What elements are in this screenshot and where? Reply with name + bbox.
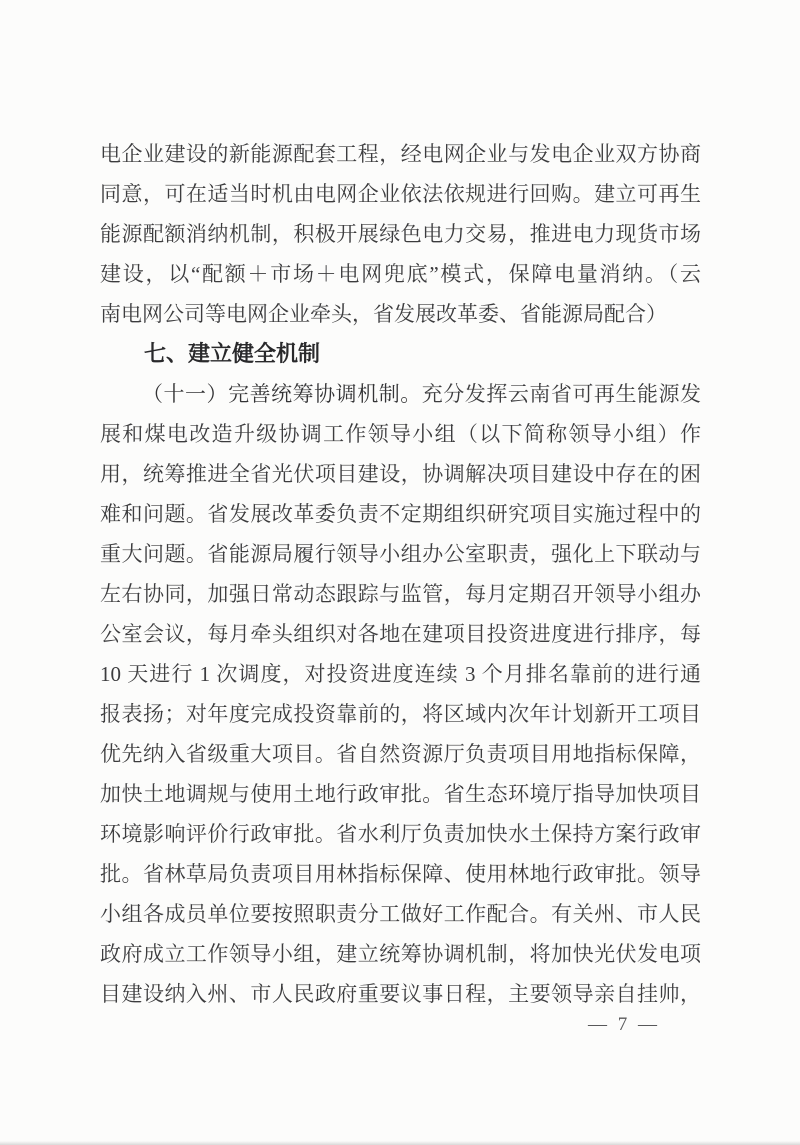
page-number: — 7 — bbox=[588, 1014, 660, 1035]
section-heading: 七、建立健全机制 bbox=[144, 341, 321, 366]
text-line: 政府成立工作领导小组，建立统筹协调机制，将加快光伏发电项 bbox=[100, 942, 701, 966]
text-line: 加快土地调规与使用土地行政审批。省生态环境厅指导加快项目 bbox=[100, 782, 701, 806]
text-line: 南电网公司等电网企业牵头，省发展改革委、省能源局配合） bbox=[100, 302, 667, 326]
text-line: 10 天进行 1 次调度，对投资进度连续 3 个月排名靠前的进行通 bbox=[100, 662, 701, 686]
text-line: 展和煤电改造升级协调工作领导小组（以下简称领导小组）作 bbox=[100, 422, 701, 446]
text-line: 目建设纳入州、市人民政府重要议事日程，主要领导亲自挂帅， bbox=[100, 982, 701, 1006]
text-line: 左右协同，加强日常动态跟踪与监管，每月定期召开领导小组办 bbox=[100, 582, 701, 606]
paragraph-lead-title: （十一）完善统筹协调机制。 bbox=[142, 382, 422, 406]
text-line: 能源配额消纳机制，积极开展绿色电力交易，推进电力现货市场 bbox=[100, 222, 701, 246]
text-line: 建设，以“配额＋市场＋电网兜底”模式，保障电量消纳。（云 bbox=[100, 262, 701, 286]
text-line: 难和问题。省发展改革委负责不定期组织研究项目实施过程中的 bbox=[100, 502, 701, 526]
text-line: 重大问题。省能源局履行领导小组办公室职责，强化上下联动与 bbox=[100, 542, 701, 566]
text-line-paragraph-start bbox=[100, 374, 701, 414]
text-line: 同意，可在适当时机由电网企业依法依规进行回购。建立可再生 bbox=[100, 182, 701, 206]
text-line: 优先纳入省级重大项目。省自然资源厅负责项目用地指标保障， bbox=[100, 742, 701, 766]
text-line: 公室会议，每月牵头组织对各地在建项目投资进度进行排序，每 bbox=[100, 622, 701, 646]
text-line: 用，统筹推进全省光伏项目建设，协调解决项目建设中存在的困 bbox=[100, 462, 701, 486]
text-line: 报表扬；对年度完成投资靠前的，将区域内次年计划新开工项目 bbox=[100, 702, 701, 726]
paragraph-lead-rest: 充分发挥云南省可再生能源发 bbox=[421, 382, 701, 406]
text-line: 电企业建设的新能源配套工程，经电网企业与发电企业双方协商 bbox=[100, 142, 701, 166]
text-line: 批。省林草局负责项目用林指标保障、使用林地行政审批。领导 bbox=[100, 862, 701, 886]
document-text-block bbox=[100, 134, 701, 1014]
text-line: 小组各成员单位要按照职责分工做好工作配合。有关州、市人民 bbox=[100, 902, 701, 926]
text-line: 环境影响评价行政审批。省水利厅负责加快水土保持方案行政审 bbox=[100, 822, 701, 846]
